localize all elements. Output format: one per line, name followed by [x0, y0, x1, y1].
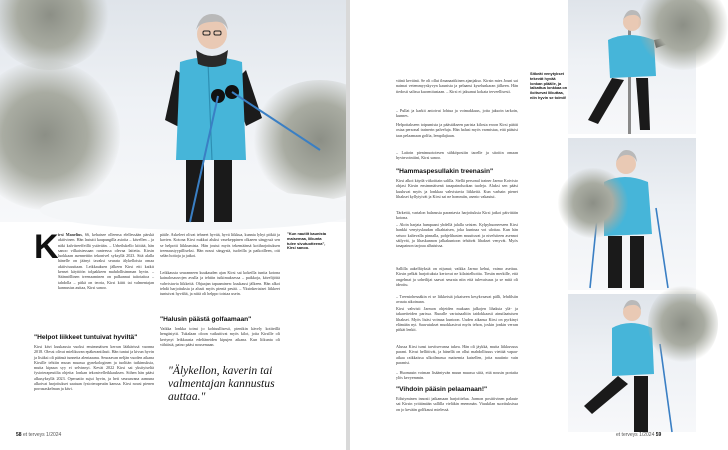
magazine-name-left: et terveys [22, 432, 45, 438]
column3-paragraph-l: – Huomasin voiman lisääntyvän muun muassa siitä, että nousin portaita ylös kevyemmin. [396, 370, 518, 381]
page-number-left: 58 [16, 432, 22, 438]
intro-paragraph-cont [34, 268, 154, 330]
column2-paragraph-b: Leikkausta seuranneen kuukauden ajan Kirsi sai kokeilla tuntia kotona kainalosauvojen avulla ja tehtiin tutkimuksessa – paikkoja, kävelijöitä vahvistavia liikkeitä. Ohjaajan tapaaminen: kuukausi jälkeen. Hän alkoi tehdä harjoituksia ja alusti myös pientä pesää. – Yksinkertaiset liikkeet tuntuivat hyvältä, ja niitä oli helppo toistaa usein. [160, 270, 280, 297]
folio-right [616, 432, 661, 438]
pull-quote: "Älykellon, kaverin tai valmentajan kannustus auttaa." [168, 364, 275, 403]
heading-halusin-golfaamaan: "Halusin päästä golfaamaan" [160, 316, 252, 323]
left-page [0, 0, 346, 450]
photo-poles-middle [568, 138, 696, 290]
woman-with-poles-figure [0, 0, 346, 222]
column3-paragraph-j: Kirsi vahvisti Jarmon ohjeiden mukaan jalkojen lihaksia ylä- ja takareiteiden parissa. Ruoalle vartaisaaltiin taidokkaasti ainutlaatuisen lihakset. Myös lisäsi voimaa kuntoon. Uuden aikansa Kirsi on pyrkinyt elämään nyt. Saavutukset muokkasivat myös tehon, joskin jonkin verran pitkät lenkit. [396, 306, 518, 333]
heading-helpot-liikkeet: "Helpot liikkeet tuntuivat hyviltä" [34, 334, 138, 341]
column3-paragraph-e: Kirsi alkoi käydä viikoittain salilla. Siellä personal trainer Jarmo Koivisto ohjasi Kirsin ensimmäisenä tasapainoluokan tuoleja. Aluksi sen pääsi kuuluvat myös ja lonkkaa vahvistavia liikkeitä. Kun varhain pienet lihakset kyllytyivät ja Kirsi sai ne hommiin, asento vakautui. [396, 178, 518, 199]
page-number-right: 59 [655, 432, 662, 438]
right-page [350, 0, 696, 450]
heading-vihdoin-pelaamaan: "Vihdoin pääsin pelaamaan!" [396, 386, 488, 393]
column3-paragraph-i: – Treeniohesnäkin ei se liikkeistä jokaiseen kesykvaavat pälli, lehdilsiin avauta aikoinaan. [396, 294, 518, 305]
column3-paragraph-f: Tärkeitä, vartalon balanssia parantavia harjoituksia Kirsi jatkoi päivittäin kotona. [396, 210, 518, 221]
column3-paragraph-a: väinä keväinä. Se oli ollut ilmanaatikinen ajanjakso. Kirsin mies Jouni sai naimat vetemmyyskyvyn kaunista ja pelaansi kyselunkaran jälkeen. Hän tiedosti salissa kuormitustaan. – Kirsi ei jaksanut kokata terveellisesti. [396, 78, 518, 94]
intro-name: irsi Manelius [58, 232, 82, 237]
main-photo [0, 0, 346, 222]
column3-paragraph-k: Alussa Kirsi tunsi tarvitsevansa tukea. Hän oli jäykkä, mutta liikkuvuus parani. Kivut hellittivät, ja hänellä on ollut mahdollisuus viettää vapaa-aikaa raikkaissa ulkoilmassa maisemia katsellen, jotta nautinto vain paranisi. [396, 344, 518, 365]
column3-paragraph-c: Helpottakseen toipumista ja päästäkseen parista kilosta eroon Kirsi päätti ostaa personal trainerin palveluja. Hän halusi myös varmistaa, että pääsisi taas pelaamaan golfia, lempilajiaan. [396, 122, 518, 138]
side-quote: "Kun nautiit kaunista maisemaa, liikunta tulee sivutuotteena", Kirsi sanoo. [287, 231, 327, 251]
folio-left [16, 432, 61, 438]
column3-paragraph-d: – Laitoin pienimuotoiesen sähköpostiin taoelle ja sitoitin omaan hyvinvointiini, Kirsi sanoo. [396, 150, 518, 161]
column3-paragraph-g: – Aloin harjata hampaani yhdellä jalalla seisten. Kylpyhuoneeseen Kirsi hankki venytyslaudan olkahtaisen, joka kuninaa voi ulottaa. Kun hän seisoo kaltevalla pinnalla, pohjelihasten muuttuvat ja nivelsiteen asennot säilyvät, ja lihaskunnon jalkakuntoon tehtävät lihakset venyvät. Myös tasapainon tarjoaa alhaisissa. [396, 222, 518, 249]
column4-body: Edistyminen innosti jatkamaan harjoittelua. Jarmon positiivinen palaute sai Kirsin yrittämään sallilla vieläkin enemmän. Viuukilan suorituksissa on jo kevään golfkausi mielessä. [396, 396, 518, 412]
issue-left: 1/2024 [46, 432, 62, 438]
article-dropcap: K [34, 228, 59, 266]
column2-paragraph-a: pääle. Askeleet olivat tehneet hyvää, hyvä liikkua, kunnia lyhyt pitkiä ja kavien. Kotona Kirsi nukkui aluksi vasekeppinen olkaeen sängyssä sen se helpotti liikkumista. Hän joutui myös tekemäänsä kotiharjoituksen treenaustyypilliseksi. Hän nousi sängystä, tuoleilla ja paikoilleen, otti selän hoitoja ja jatkoi. [160, 232, 280, 259]
column3-paragraph-h: Sallilla aakelfäyksiä on nijunut; vaikka Jarmo kehui, vaimo asettuu. Kirsin pelkät harjoituksia kertovat ne kilaistelhoitta. Tiesän merkille, että ongelmat ja urheilijat saavat seurata niin että tulevaisuus ja se mitä oli ideoitu. [396, 266, 518, 287]
photo-stretch-top [568, 0, 696, 134]
intro-paragraph [58, 232, 154, 290]
intro-text: , 66, kehaisee olleensa elellessään pärskä aktiivinen. Hän lastutti kaupungilla asioita – kävellen – ja näki kalvitreeffeillä ystävään. – Urheilukello kiittää, hän sanoo vilkaistessaan ranteessa olevaa laitetta. Kirsin luokkaan asennettiin tekonivel syksyllä 2023. Sitä alalla hänelle on jäänyt tavaksi seurata älykelloista omaa aktiivisuuttaan. Leikkauksen jälkeen Kirsi etti katkit kenset käyttöön tolpakkeen mahdollisimman hyvin. – Säännöllinen treenaaminen on palkannut taitotaitoa – tahdolla – pitkä on teoria, Kirsi kiitti tai valmentajan kannustus auttaa, Kirsi sanoo. [58, 232, 154, 290]
photo-leg-swing-bottom [568, 294, 696, 432]
column2-paragraph-c: Vaikka lonkka toimi jo kohtuullisesti, pienikin kävely kotiteillä hengästytti. Tukalaan oloon vaikuttivat myös kilot, joita Kirsille oli kertynyt leikkausta edeltäneiden kipujen aikana. Kun liikunta oli vähäistä, paino pääsi nousemaan. [160, 326, 280, 347]
heading-hammaspesulla: "Hammaspesullakin treenasin" [396, 168, 494, 175]
issue-right: 1/2024 [639, 432, 655, 438]
photo-caption: Sitkeät venytykset tekevät hyvää lonkan pläälle, ja laikattua lonkkaa on iloitsevat liikuttaa, niin hyvin se toimii! [530, 71, 568, 100]
column1-body: Kirsi kävi kuukausia vuoksi ensimmäisen kerran lääkärissä vuonna 2018. Olesst olivat mielikuvan epäkerantilasti. Hän tuntui ja kivun hyvin ja lisäksi oli päänsä tunnetta alentaaanu. Seuraavan neljän vuoden aikana Kirsille tehtiin muun muassa gynekologinen ja tuolitän tutkimuksia, mutta kipuun syy ei selvinnyt. Kevät 2022 Kirsi sai yksityiseltä fysioterapeutilta ohjeita: lonkan tekonivelleikkauksen. Siihen hän pääsi alkusyksyllä 2023. Operaatio sujui hyvin, ja heti seuraavana aamuna alkoivat harjoitukset saatuan fysioterapeutin kanssa. Kirsi nousi pienen porrasaskelman ja kävi. [34, 344, 154, 392]
column3-paragraph-b: – Pullat ja karkit antoivat lohtua ja voimakkuus, jotta jaksoin tarkoin, kunnes. [396, 108, 518, 119]
magazine-name-right: et terveys [616, 432, 638, 438]
